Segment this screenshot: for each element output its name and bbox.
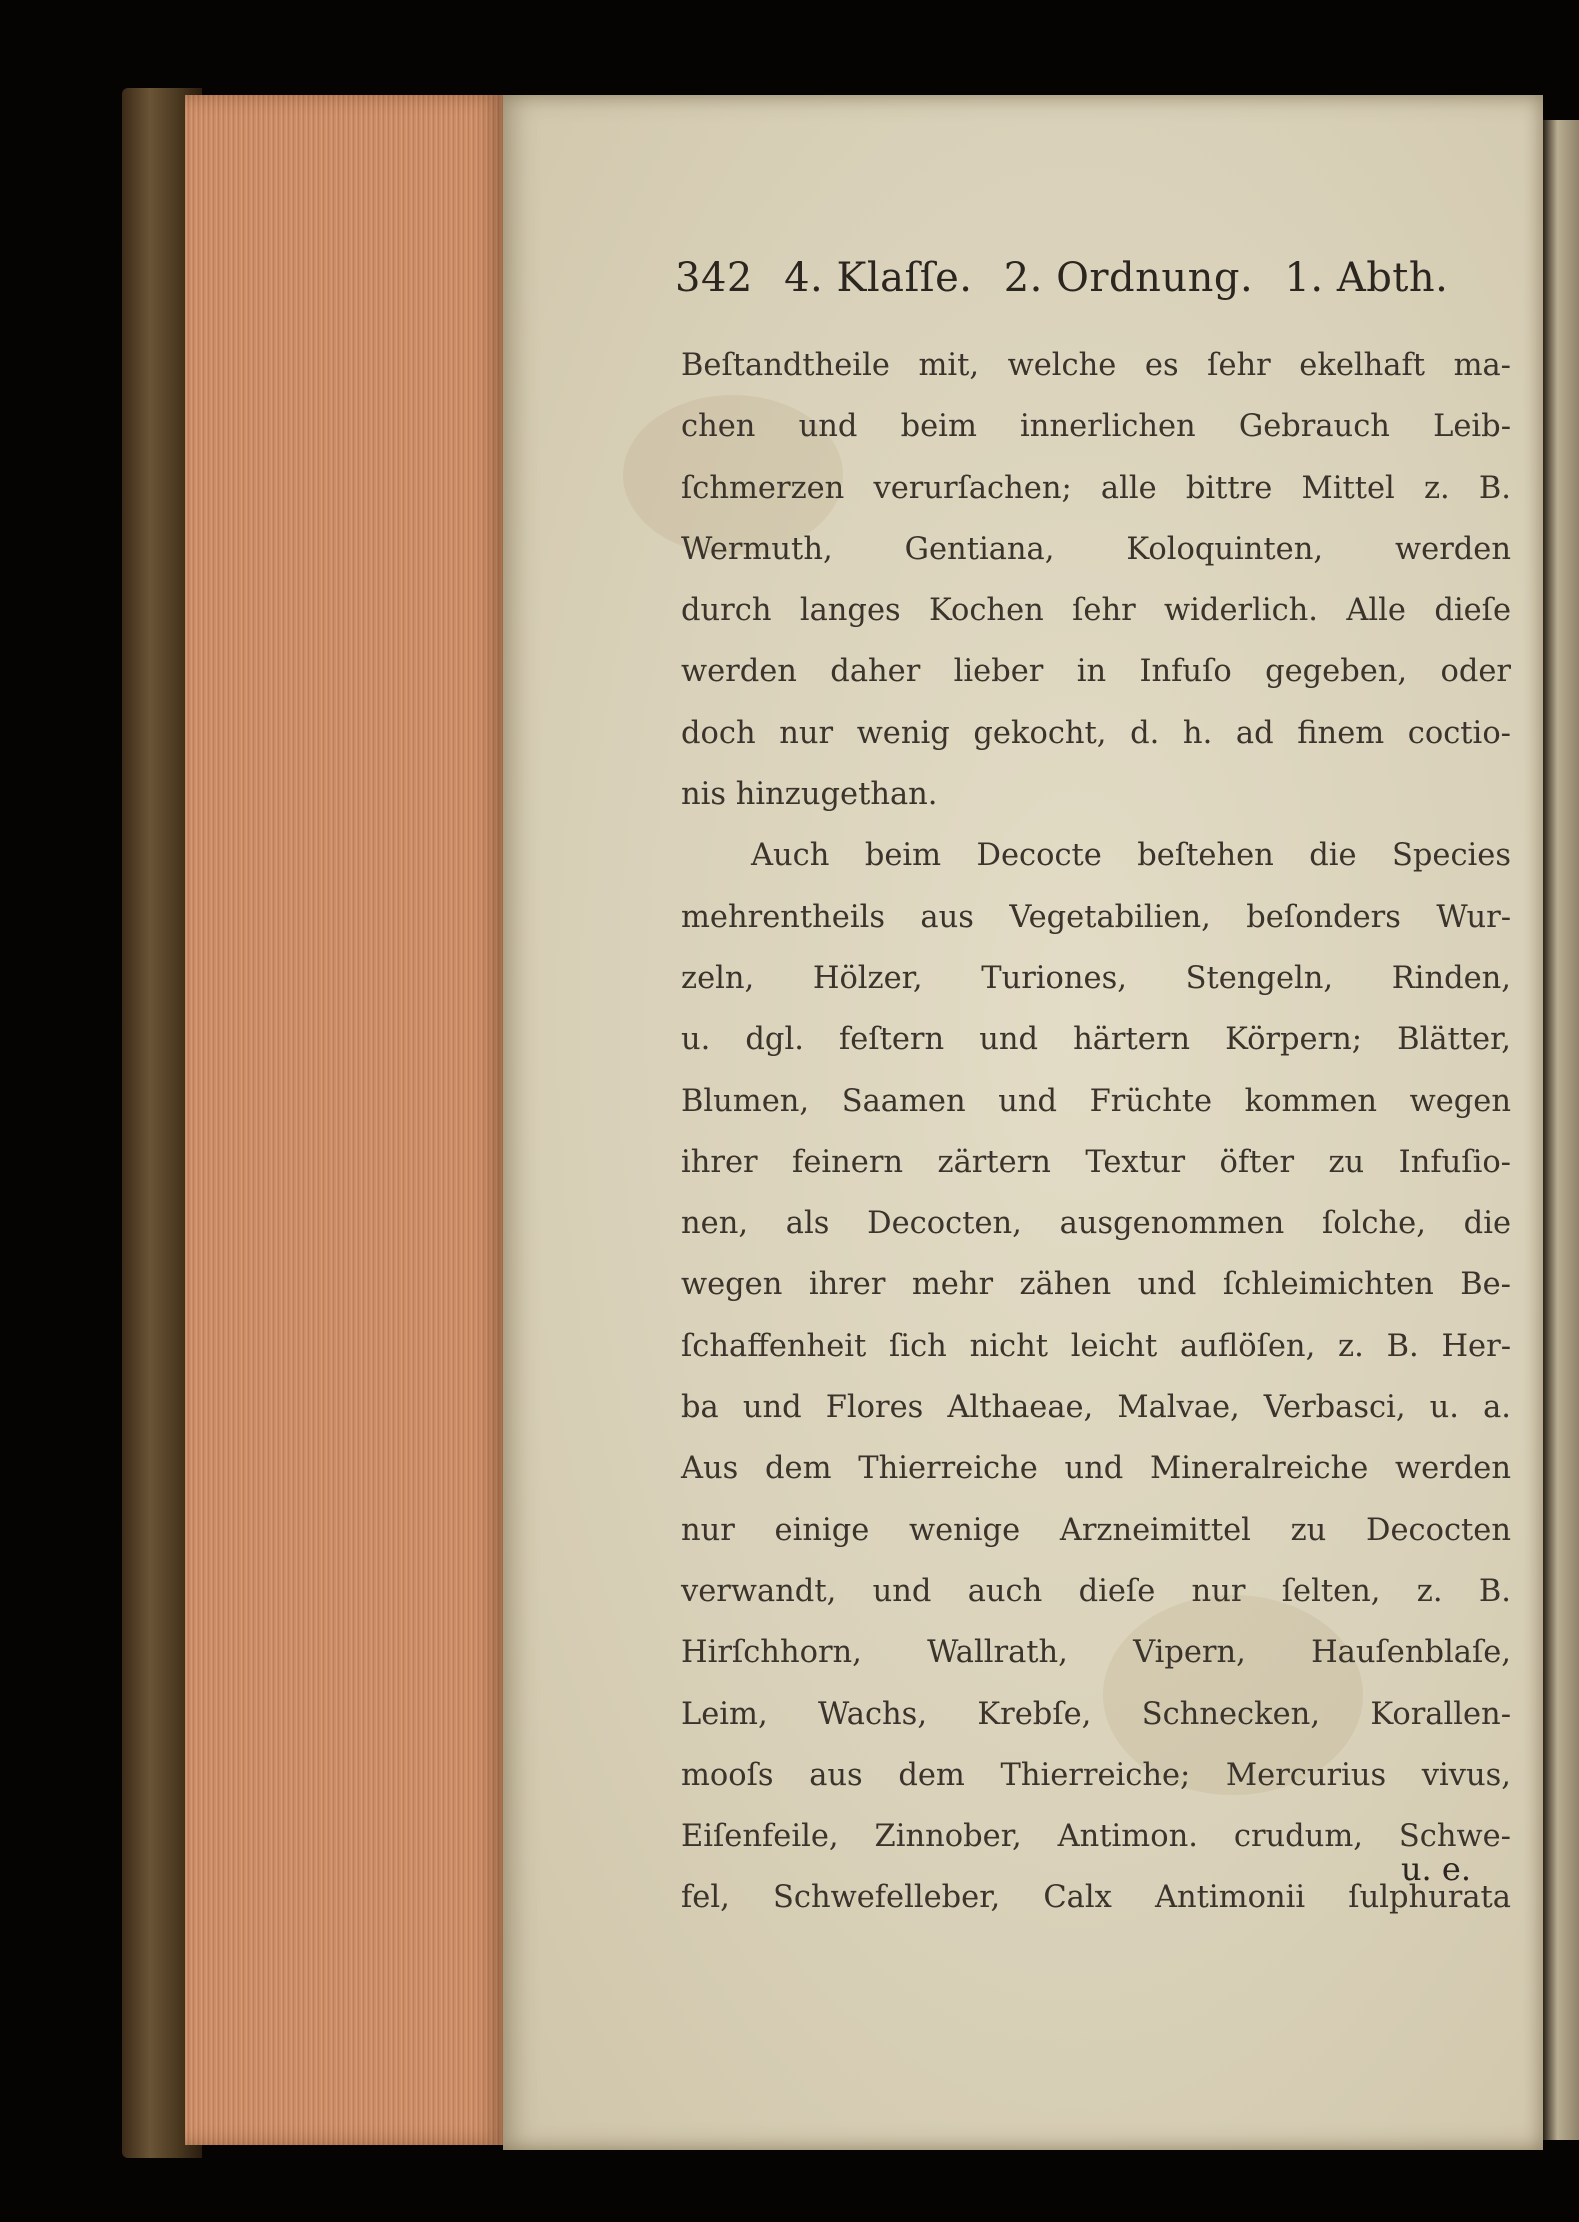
header-class: 4. Klaſſe. bbox=[784, 255, 973, 301]
text-line: mehrentheils aus Vegetabilien, beſonders Wur- bbox=[681, 899, 1511, 935]
text-line: zeln, Hölzer, Turiones, Stengeln, Rinden, bbox=[681, 960, 1511, 996]
text-line: Hirſchhorn, Wallrath, Vipern, Hauſenblaſe, bbox=[681, 1635, 1511, 1671]
text-line: Blumen, Saamen und Früchte kommen wegen bbox=[681, 1083, 1511, 1119]
text-line: u. dgl. feſtern und härtern Körpern; Blätter, bbox=[681, 1022, 1511, 1058]
text-line: fel, Schwefelleber, Calx Antimonii ſulphurata bbox=[681, 1880, 1511, 1916]
text-line: nen, als Decocten, ausgenommen ſolche, die bbox=[681, 1206, 1511, 1242]
header-section: 1. Abth. bbox=[1284, 255, 1449, 301]
text-line: mooſs aus dem Thierreiche; Mercurius vivus, bbox=[681, 1757, 1511, 1793]
text-line: wegen ihrer mehr zähen und ſchleimichten Be- bbox=[681, 1267, 1511, 1303]
text-line: verwandt, und auch dieſe nur ſelten, z. B. bbox=[681, 1573, 1511, 1609]
text-line: doch nur wenig gekocht, d. h. ad finem coctio- bbox=[681, 715, 1511, 751]
text-line: ba und Flores Althaeae, Malvae, Verbasci, u. a. bbox=[681, 1390, 1511, 1426]
body-text bbox=[681, 335, 1511, 1929]
text-line: Aus dem Thierreiche und Mineralreiche werden bbox=[681, 1451, 1511, 1487]
text-line: Wermuth, Gentiana, Koloquinten, werden bbox=[681, 531, 1511, 567]
catchword: u. e. bbox=[1400, 1850, 1471, 1888]
text-line: Beſtandtheile mit, welche es ſehr ekelhaft ma- bbox=[681, 348, 1511, 383]
text-line: chen und beim innerlichen Gebrauch Leib- bbox=[681, 409, 1511, 445]
text-line: Eiſenfeile, Zinnober, Antimon. crudum, Schwe- bbox=[681, 1819, 1511, 1855]
text-line: Leim, Wachs, Krebſe, Schnecken, Korallen- bbox=[681, 1696, 1511, 1732]
text-line: durch langes Kochen ſehr widerlich. Alle dieſe bbox=[681, 593, 1511, 629]
page-number: 342 bbox=[675, 255, 753, 301]
header-order: 2. Ordnung. bbox=[1003, 255, 1254, 301]
facing-page-edge bbox=[1543, 120, 1579, 2140]
running-head bbox=[675, 255, 1495, 301]
text-line: werden daher lieber in Infuſo gegeben, oder bbox=[681, 654, 1511, 690]
page-edges bbox=[185, 95, 505, 2145]
text-line: ſchaffenheit ſich nicht leicht auflöſen, z. B. Her- bbox=[681, 1328, 1511, 1364]
text-line: ihrer feinern zärtern Textur öfter zu Infuſio- bbox=[681, 1144, 1511, 1180]
text-line: nur einige wenige Arzneimittel zu Decocten bbox=[681, 1512, 1511, 1548]
book-page bbox=[503, 95, 1543, 2150]
text-line: ſchmerzen verurſachen; alle bittre Mittel z. B. bbox=[681, 470, 1511, 506]
text-line: nis hinzugethan. bbox=[681, 777, 938, 813]
text-line: Auch beim Decocte beſtehen die Species bbox=[751, 838, 1511, 874]
